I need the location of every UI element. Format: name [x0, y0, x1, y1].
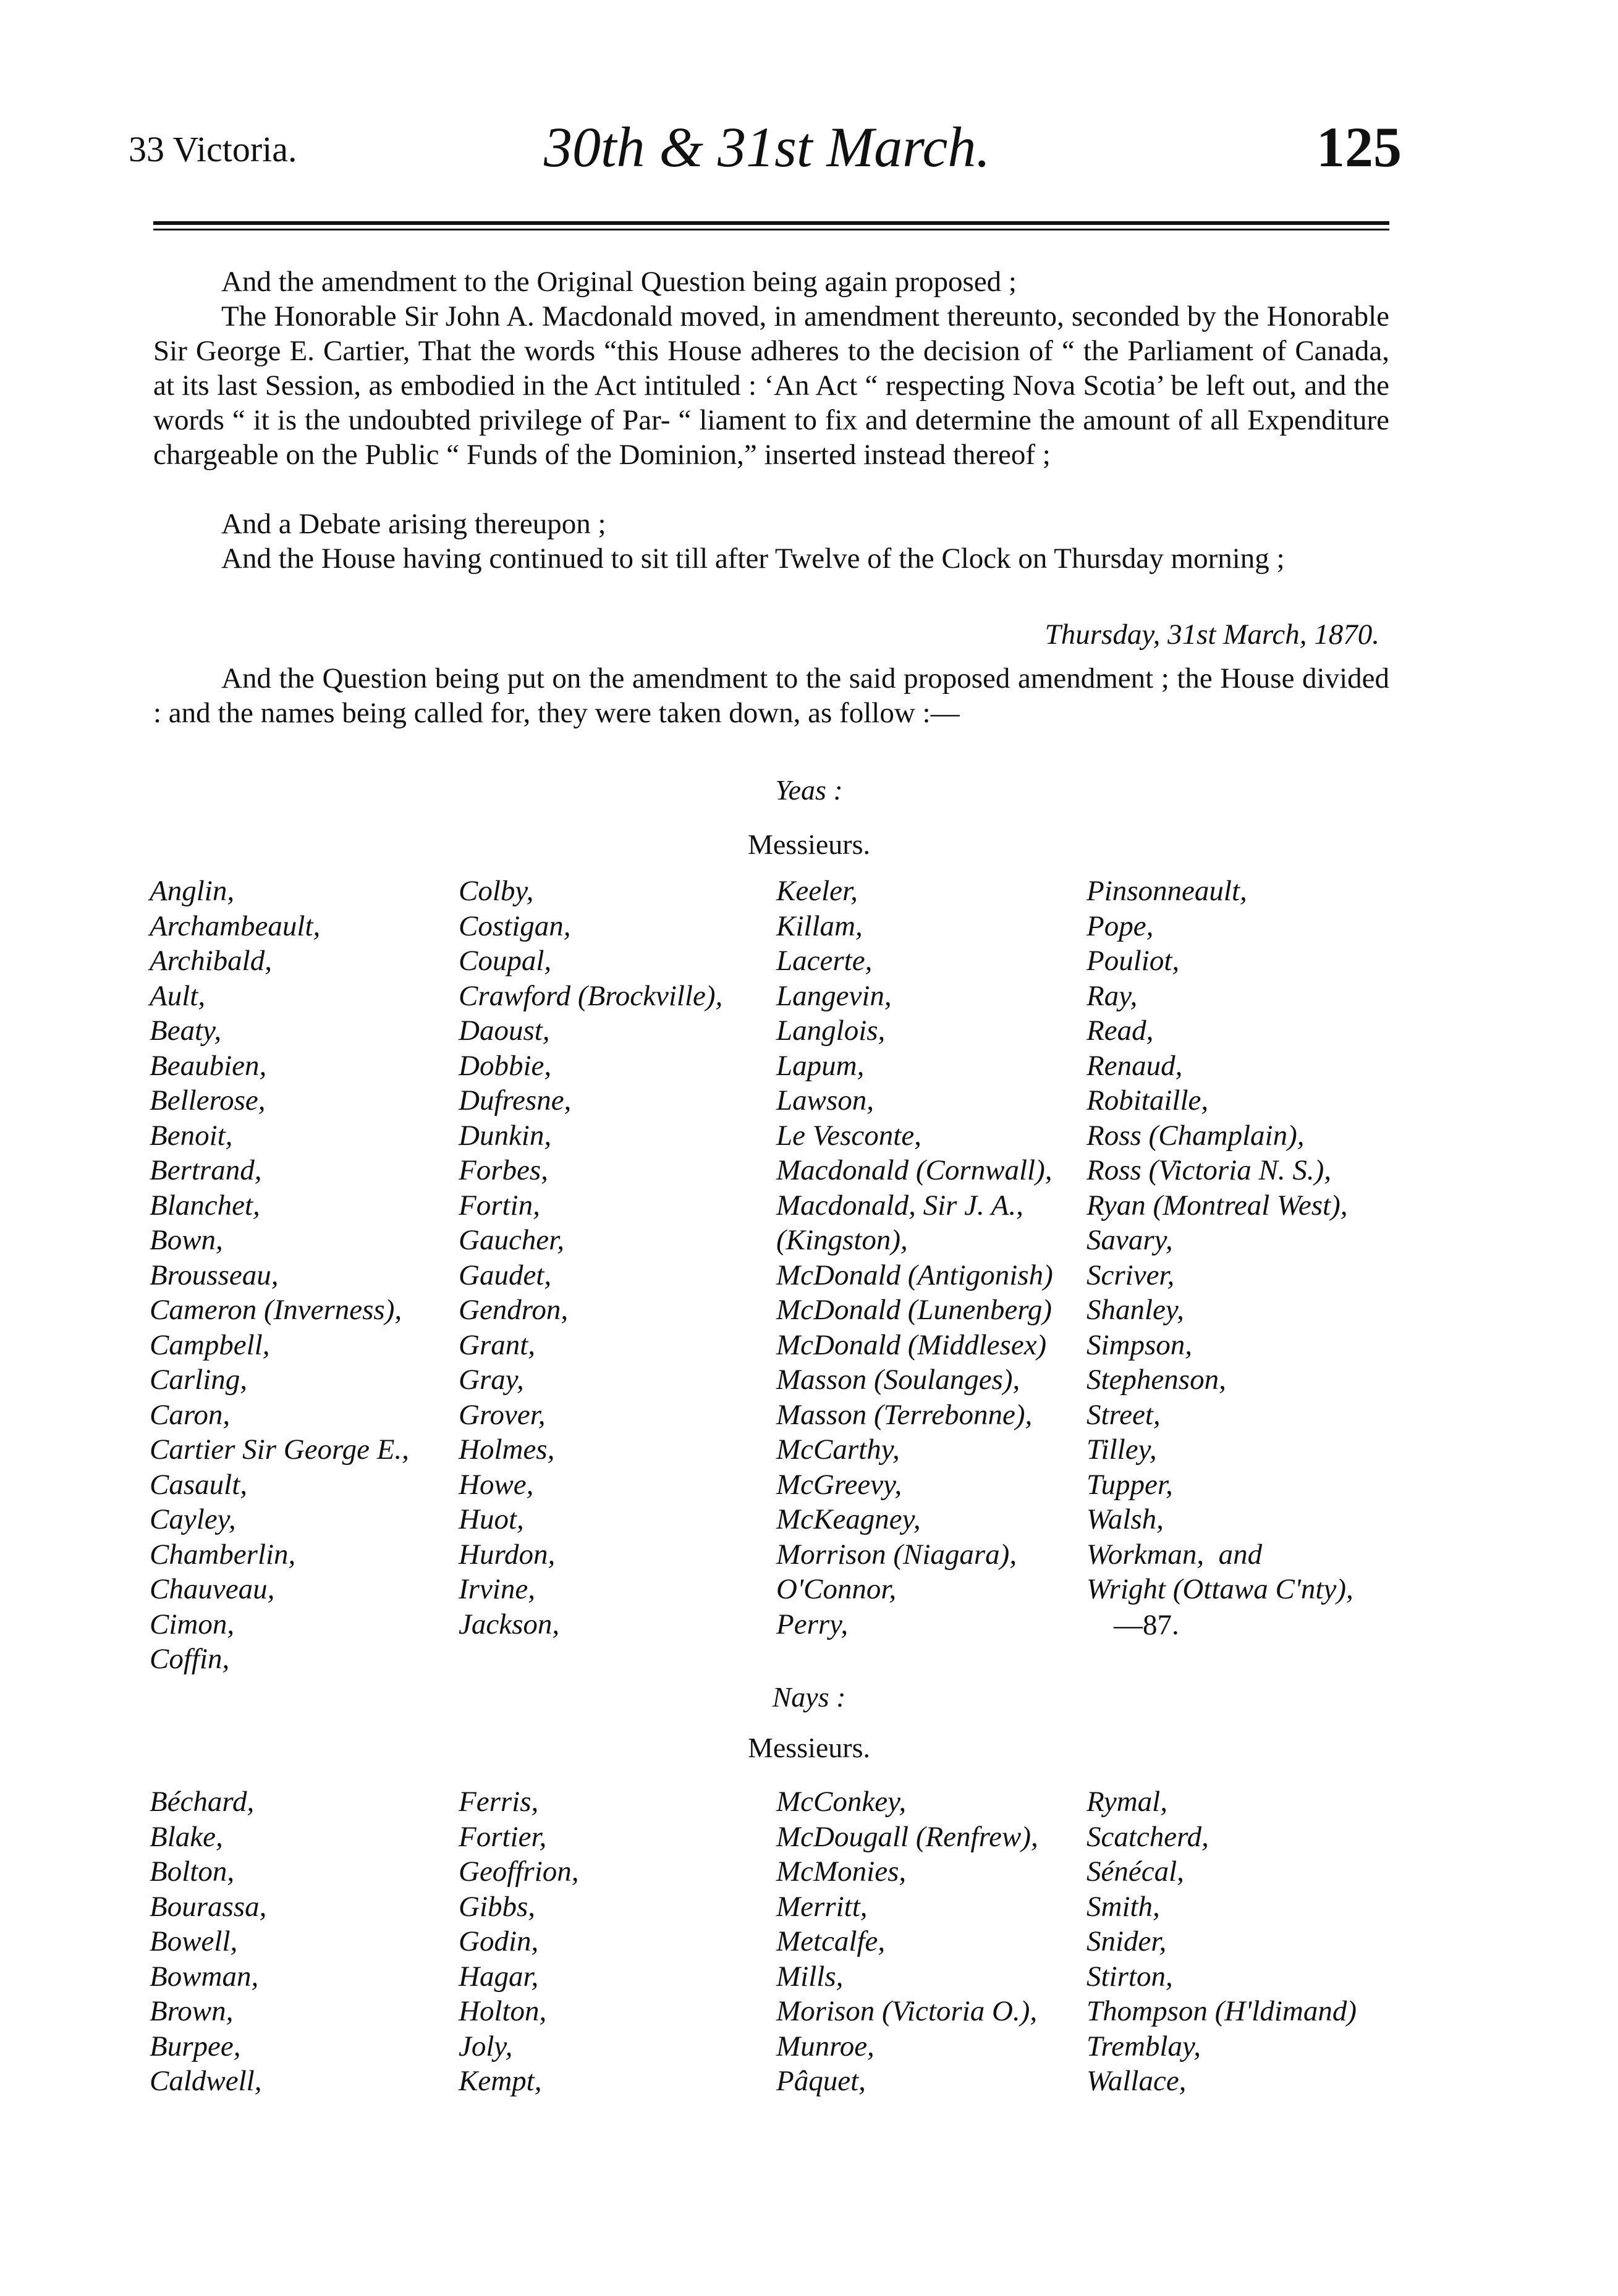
yeas-member-name: Lawson,	[776, 1084, 875, 1116]
nays-member-name: Smith,	[1086, 1890, 1160, 1923]
header-session: 33 Victoria.	[129, 129, 297, 169]
date-line: Thursday, 31st March, 1870.	[1044, 618, 1379, 651]
yeas-member-name: Pope,	[1086, 910, 1154, 942]
yeas-member-name: Read,	[1086, 1015, 1154, 1047]
yeas-member-name: Beaubien,	[150, 1049, 267, 1082]
nays-member-name: Fortier,	[459, 1820, 547, 1853]
nays-member-name: Tremblay,	[1086, 2030, 1201, 2062]
yeas-member-name: McKeagney,	[776, 1503, 921, 1535]
nays-member-name: Hagar,	[459, 1960, 539, 1993]
yeas-member-name: Killam,	[776, 910, 863, 942]
nays-member-name: Bourassa,	[150, 1890, 267, 1923]
yeas-member-name: Lapum,	[776, 1049, 865, 1082]
nays-column-1	[150, 1784, 266, 2099]
yeas-total: —87.	[1114, 1609, 1179, 1641]
yeas-member-name: Fortin,	[459, 1189, 540, 1222]
nays-member-name: Munroe,	[776, 2030, 875, 2062]
yeas-member-name: Carling,	[150, 1364, 248, 1396]
yeas-member-name: Bown,	[150, 1224, 223, 1256]
nays-member-name: Wallace,	[1086, 2065, 1187, 2097]
header-rule-thin	[153, 229, 1389, 230]
nays-member-name: Sénécal,	[1086, 1855, 1184, 1888]
yeas-member-name: Pouliot,	[1086, 945, 1180, 977]
yeas-member-name: Gaudet,	[459, 1259, 552, 1291]
nays-member-name: Gibbs,	[459, 1890, 536, 1923]
nays-member-name: Béchard,	[150, 1786, 255, 1818]
yeas-member-name: McDonald (Middlesex)	[776, 1328, 1047, 1361]
nays-heading: Nays :	[772, 1681, 846, 1713]
yeas-member-name: Shanley,	[1086, 1294, 1184, 1326]
nays-member-name: Holton,	[459, 1995, 547, 2027]
yeas-column-4	[1086, 874, 1353, 1607]
yeas-member-name: Huot,	[459, 1503, 524, 1535]
yeas-member-name: Ryan (Montreal West),	[1086, 1189, 1348, 1222]
nays-member-name: Merritt,	[776, 1890, 868, 1923]
yeas-member-name: Morrison (Niagara),	[776, 1538, 1017, 1571]
yeas-member-name: Perry,	[776, 1608, 849, 1640]
nays-member-name: McDougall (Renfrew),	[776, 1820, 1038, 1853]
yeas-member-name: O'Connor,	[776, 1573, 897, 1605]
yeas-member-name: Lacerte,	[776, 945, 873, 977]
yeas-member-name: Grant,	[459, 1328, 536, 1361]
yeas-member-name: Dunkin,	[459, 1119, 552, 1152]
nays-member-name: Kempt,	[459, 2065, 542, 2097]
yeas-member-name: Cameron (Inverness),	[150, 1294, 402, 1326]
yeas-member-name: Masson (Terrebonne),	[776, 1398, 1033, 1431]
yeas-member-name: Howe,	[459, 1468, 534, 1501]
nays-member-name: Rymal,	[1086, 1786, 1167, 1818]
yeas-member-name: Stephenson,	[1086, 1364, 1226, 1396]
yeas-member-name: Ray,	[1086, 979, 1138, 1012]
yeas-member-name: Tupper,	[1086, 1468, 1173, 1501]
nays-member-name: Bowman,	[150, 1960, 259, 1993]
yeas-member-name: Irvine,	[459, 1573, 535, 1605]
yeas-member-name: Grover,	[459, 1398, 546, 1431]
nays-column-2	[459, 1784, 579, 2099]
yeas-member-name: Jackson,	[459, 1608, 560, 1640]
yeas-member-name: Coupal,	[459, 945, 552, 977]
paragraph-4: And the House having continued to sit till after Twelve of the Clock on Thursday morning ;	[221, 542, 1285, 575]
yeas-member-name: Walsh,	[1086, 1503, 1164, 1535]
yeas-member-name: Gaucher,	[459, 1224, 564, 1256]
yeas-member-name: Forbes,	[459, 1154, 548, 1186]
yeas-member-name: Ault,	[150, 979, 206, 1012]
nays-member-name: Morison (Victoria O.),	[776, 1995, 1038, 2027]
yeas-member-name: Savary,	[1086, 1224, 1173, 1256]
yeas-member-name: Holmes,	[459, 1433, 555, 1466]
nays-member-name: Scatcherd,	[1086, 1820, 1209, 1853]
yeas-heading: Yeas :	[775, 774, 843, 806]
paragraph-2: The Honorable Sir John A. Macdonald moved, in amendment thereunto, seconded by the Honorable Sir George E. Cartier, That the words “this House adheres to the decision of “ the Parliament of Canada, at its last Session, as embodied in the Act intituled : ‘An Act “ respecting Nova Scotia’ be left out, and the words “ it is the undoubted privilege of Par- “ liament to fix and determine the amount of all Expenditure chargeable on the Public “ Funds of the Dominion,” inserted instead thereof ;	[153, 300, 1389, 471]
nays-member-name: Blake,	[150, 1820, 223, 1853]
yeas-column-3	[776, 874, 1053, 1642]
yeas-member-name: Scriver,	[1086, 1259, 1175, 1291]
yeas-member-name: Chamberlin,	[150, 1538, 296, 1571]
yeas-member-name: Bertrand,	[150, 1154, 262, 1186]
yeas-member-name: McGreevy,	[776, 1468, 902, 1501]
yeas-member-name: Masson (Soulanges),	[776, 1364, 1020, 1396]
yeas-member-name: Casault,	[150, 1468, 248, 1501]
yeas-subheading: Messieurs.	[747, 829, 871, 860]
yeas-member-name: Chauveau,	[150, 1573, 275, 1605]
yeas-member-name: Daoust,	[459, 1015, 550, 1047]
yeas-member-name: Keeler,	[776, 875, 858, 907]
yeas-member-name: Brousseau,	[150, 1259, 279, 1291]
nays-member-name: Caldwell,	[150, 2065, 262, 2097]
yeas-member-name: Ross (Champlain),	[1086, 1119, 1305, 1152]
yeas-member-name: McCarthy,	[776, 1433, 900, 1466]
yeas-member-name: Langlois,	[776, 1015, 886, 1047]
yeas-member-name: Campbell,	[150, 1328, 270, 1361]
yeas-member-name: Hurdon,	[459, 1538, 556, 1571]
yeas-member-name: Costigan,	[459, 910, 571, 942]
yeas-member-name: Benoit,	[150, 1119, 233, 1152]
yeas-member-name: Anglin,	[150, 875, 235, 907]
paragraph-1: And the amendment to the Original Question being again proposed ;	[221, 266, 1017, 298]
nays-member-name: Pâquet,	[776, 2065, 866, 2097]
yeas-member-name: Ross (Victoria N. S.),	[1086, 1154, 1331, 1186]
yeas-member-name: (Kingston),	[776, 1224, 908, 1256]
yeas-member-name: Cimon,	[150, 1608, 235, 1640]
header-rule-thick	[153, 221, 1389, 225]
nays-member-name: Joly,	[459, 2030, 513, 2062]
yeas-member-name: Cayley,	[150, 1503, 236, 1535]
yeas-member-name: Macdonald (Cornwall),	[776, 1154, 1053, 1186]
nays-member-name: Ferris,	[459, 1786, 539, 1818]
yeas-member-name: Workman, and	[1086, 1538, 1263, 1571]
nays-member-name: McConkey,	[776, 1786, 907, 1818]
yeas-member-name: Dufresne,	[459, 1084, 572, 1116]
yeas-member-name: Robitaille,	[1086, 1084, 1209, 1116]
yeas-member-name: Renaud,	[1086, 1049, 1183, 1082]
yeas-member-name: Langevin,	[776, 979, 892, 1012]
nays-column-3	[776, 1784, 1038, 2099]
nays-member-name: Stirton,	[1086, 1960, 1173, 1993]
nays-subheading: Messieurs.	[747, 1732, 871, 1763]
yeas-member-name: Dobbie,	[459, 1049, 552, 1082]
yeas-member-name: Macdonald, Sir J. A.,	[776, 1189, 1023, 1222]
paragraph-3: And a Debate arising thereupon ;	[221, 508, 606, 540]
yeas-member-name: Crawford (Brockville),	[459, 979, 723, 1012]
yeas-member-name: Le Vesconte,	[776, 1119, 921, 1152]
yeas-member-name: Gendron,	[459, 1294, 569, 1326]
yeas-member-name: Street,	[1086, 1398, 1161, 1431]
yeas-member-name: Gray,	[459, 1364, 524, 1396]
nays-member-name: Bowell,	[150, 1925, 238, 1957]
page-number: 125	[1316, 116, 1402, 179]
yeas-member-name: Coffin,	[150, 1643, 230, 1675]
yeas-member-name: McDonald (Lunenberg)	[776, 1294, 1052, 1326]
nays-member-name: Geoffrion,	[459, 1855, 579, 1888]
nays-member-name: Godin,	[459, 1925, 539, 1957]
nays-column-4	[1086, 1784, 1357, 2099]
nays-member-name: Brown,	[150, 1995, 234, 2027]
nays-member-name: Metcalfe,	[776, 1925, 886, 1957]
yeas-member-name: Caron,	[150, 1398, 231, 1431]
yeas-member-name: Archibald,	[150, 945, 272, 977]
yeas-column-2	[459, 874, 722, 1642]
yeas-member-name: McDonald (Antigonish)	[776, 1259, 1053, 1291]
yeas-member-name: Pinsonneault,	[1086, 875, 1247, 907]
yeas-member-name: Wright (Ottawa C'nty),	[1086, 1573, 1353, 1605]
yeas-member-name: Blanchet,	[150, 1189, 260, 1222]
yeas-member-name: Bellerose,	[150, 1084, 266, 1116]
nays-member-name: McMonies,	[776, 1855, 907, 1888]
nays-member-name: Thompson (H'ldimand)	[1086, 1995, 1357, 2027]
yeas-member-name: Colby,	[459, 875, 534, 907]
header-date: 30th & 31st March.	[544, 116, 991, 179]
division-paragraph: And the Question being put on the amendment to the said proposed amendment ; the House divided : and the names being called for, they were taken down, as follow :—	[153, 662, 1389, 729]
yeas-member-name: Simpson,	[1086, 1328, 1193, 1361]
yeas-member-name: Cartier Sir George E.,	[150, 1433, 409, 1466]
nays-member-name: Burpee,	[150, 2030, 241, 2062]
nays-member-name: Snider,	[1086, 1925, 1167, 1957]
yeas-member-name: Archambeault,	[150, 910, 321, 942]
yeas-member-name: Beaty,	[150, 1015, 222, 1047]
nays-member-name: Bolton,	[150, 1855, 235, 1888]
yeas-member-name: Tilley,	[1086, 1433, 1157, 1466]
nays-member-name: Mills,	[776, 1960, 844, 1993]
yeas-column-1	[150, 874, 409, 1677]
